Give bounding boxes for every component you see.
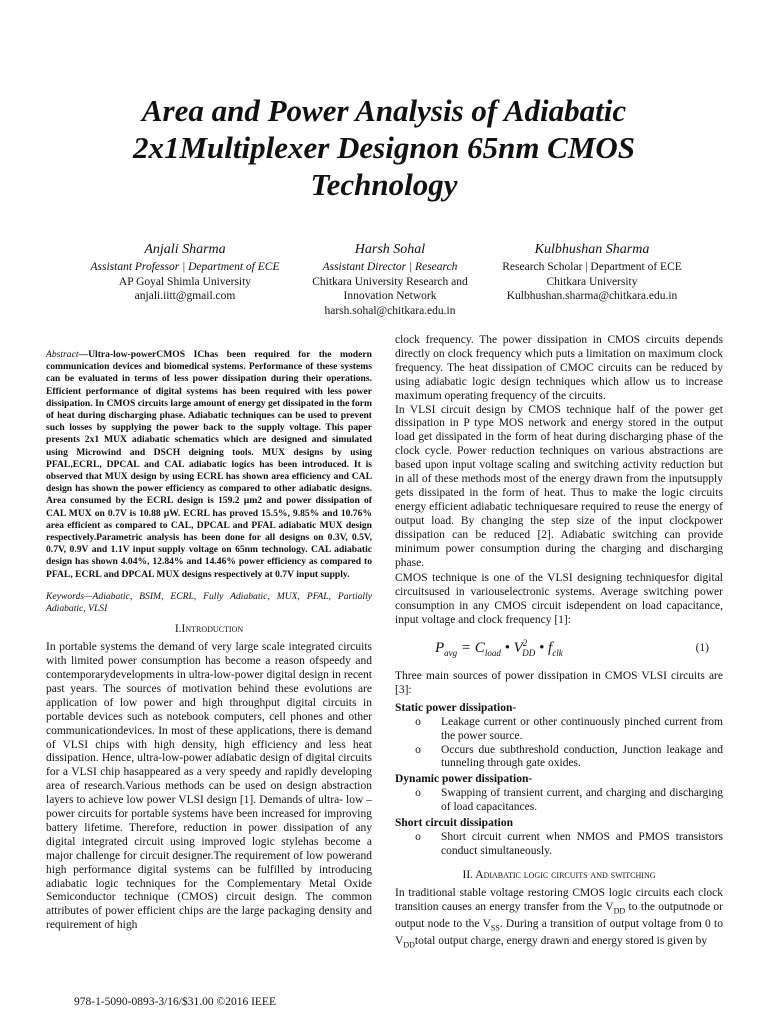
paper-title: Area and Power Analysis of Adiabatic 2x1Multiplexer Designon 65nm CMOS Technology [132,93,636,202]
subheading-short-circuit: Short circuit dissipation [395,817,513,830]
bullet-list [395,831,723,859]
bullet-icon: o [415,743,421,756]
bullet-icon: o [415,831,421,843]
bullet-icon: o [415,715,421,728]
author-org: AP Goyal Shimla University [118,275,252,288]
body-paragraph: In VLSI circuit design by CMOS technique half of the power get dissipation in P type MOS network and energy stored in the output load get dissipated in the form of heat during discharging phase of the clock cycle. Power reduction techniques on various abstractions are based upon input voltage scaling and switching activity reduction but in all of these methods most of the energy drawn from the inputsupply gets dissipated in the form of heat. Thus to make the logic circuits energy efficient adiabatic techniquesare required to reuse the energy of output load. By changing the step size of the input clockpower dissipation can be reduced [2]. Adiabatic switching can provide minimum power consumption during the charging and discharging phase. [395,403,723,569]
abstract [46,349,372,581]
subheading-static-power: Static power dissipation- [395,701,517,714]
section-heading-adiabatic: II. Adiabatic logic circuits and switching [462,868,656,881]
author-org: Chitkara University [546,275,638,288]
bullet-icon: o [415,787,421,800]
author-email: harsh.sohal@chitkara.edu.in [324,304,456,317]
author-role: Research Scholar | Department of ECE [502,261,682,273]
author-email: Kulbhushan.sharma@chitkara.edu.in [506,290,678,302]
list-item: o Short circuit current when NMOS and PMOS transistors conduct simultaneously. [395,831,723,859]
equation-1 [435,636,723,662]
copyright-footer: 978-1-5090-0893-3/16/$31.00 ©2016 IEEE [74,996,276,1008]
intro-paragraph: In portable systems the demand of very large scale integrated circuits with limited power consumption has become a reason ofspeedy and contemporarydevelopments in ultra-low-power digital design in recent past years. The sources of motivation behind these evolutions are application of low power and high throughput digital circuits in portable devices such as notebook computers, cell phones and other communicationdevices. In most of these applications, there is demand of VLSI chips with high density, high efficiency and less heat dissipation. Hence, ultra-low-power adiabatic design of digital circuits for a VLSI chip hasappeared as a very speedy and rapidly developing area of research.Various methods can be used on design abstraction layers to achieve low power VLSI design [1]. Demands of ultra- low –power circuits for portable systems have been increased for improving battery lifetime. Therefore, reduction in power dissipation of any digital integrated circuit using improved logic stylehas become a major challenge for circuit designer.The requirement of low powerand high performance digital systems can be fulfilled by introducing adiabatic logic techniques for the Complementary Metal Oxide Semiconductor technique (CMOS) circuit design. The common attributes of power efficient chips are the large packaging density and requirement of high [46,641,372,932]
body-paragraph: CMOS technique is one of the VLSI designing techniquesfor digital circuitsused in variouselectronic systems. Average switching power consumption in any CMOS circuit isdependent on load capacitance, input voltage and clock frequency [1]: [395,572,723,627]
author-role: Assistant Director | Research [322,261,458,273]
author-name: Kulbhushan Sharma [534,242,650,257]
right-column [395,334,723,952]
abstract-text: —Ultra-low-powerCMOS IChas been required for the modern communication devices and biomedical systems. Performance of these systems can be evaluated in terms of less power dissipation during their operations. Efficient performance of digital systems has been required with less power dissipation. In CMOS circuits large amount of energy get dissipated in the form of heat during discharging phase. Adiabatic techniques can be used to prevent such losses by supplying the power back to the supply voltage. This paper presents 2x1 MUX adiabatic schematics which are designed and simulated using Microwind and DSCH deigning tools. MUX designs by using PFAL,ECRL, DPCAL and CAL adiabatic logics has been introduced. It is observed that MUX design by using ECRL has shown area efficiency and CAL design has shown the power efficiency as compared to other adiabatic designs. Area consumed by the ECRL design is 159.2 µm2 and power dissipation of CAL MUX on 0.7V is 10.88 µW. ECRL has proved 15.5%, 9.85% and 10.76% area efficient as compared to CAL, DPCAL and PFAL adiabatic MUX design respectively.Parametric analysis has been done for all designs on 0.3V, 0.5V, 0.7V, 0.9V and 1.1V input supply voltage on 65nm technology. CAL adiabatic design has shown 4.04%, 12.84% and 14.46% power efficiency as compared to PFAL, ECRL and DPCAL MUX designs respectively at 0.7V input supply. [46,349,372,580]
author-email: anjali.iitt@gmail.com [134,290,236,302]
list-item: o Occurs due subthreshold conduction, Junction leakage and tunneling through gate oxides. [395,744,723,772]
author-name: Anjali Sharma [144,242,226,257]
list-item: o Leakage current or other continuously pinched current from the power source. [395,716,723,744]
author-3 [470,240,714,318]
abstract-label: Abstract [46,349,79,360]
subheading-dynamic-power: Dynamic power dissipation- [395,773,533,786]
bullet-list [395,787,723,815]
body-paragraph: clock frequency. The power dissipation in CMOS circuits depends directly on clock frequency which puts a limitation on maximum clock frequency. The heat dissipation of CMOC circuits can be reduced by using adiabatic logic design techniques which allow us to increase maximum operating frequency of the circuits. [395,334,723,402]
body-paragraph: In traditional stable voltage restoring CMOS logic circuits each clock transition causes an energy transfer from the $V_{DD}$ to the outputnode or output node to the $V_{SS}$. During a transition of output voltage from 0 to $V_{DD}total$ output charge, energy drawn and energy stored is given by [395,886,723,950]
section-heading-introduction: I.Introduction [174,623,244,636]
author-name: Harsh Sohal [354,242,426,257]
left-column [46,349,372,933]
author-block [60,240,714,318]
author-1 [60,240,310,318]
author-org: Chitkara University Research and Innovation Network [312,275,468,302]
list-item: o Swapping of transient current, and charging and discharging of load capacitances. [395,787,723,815]
equation-number: (1) [695,642,709,655]
bullet-list [395,716,723,772]
body-paragraph: Three main sources of power dissipation in CMOS VLSI circuits are [3]: [395,670,723,696]
equation-expression: $P_{avg} = C_{load}$ • $V^2_{DD}$ • $f_{clk}$ [435,638,563,659]
author-role: Assistant Professor | Department of ECE [90,261,280,273]
keywords: Keywords—Adiabatic, BSIM, ECRL, Fully Adiabatic, MUX, PFAL, Partially Adiabatic, VLSI [46,590,372,615]
author-2 [310,240,470,318]
